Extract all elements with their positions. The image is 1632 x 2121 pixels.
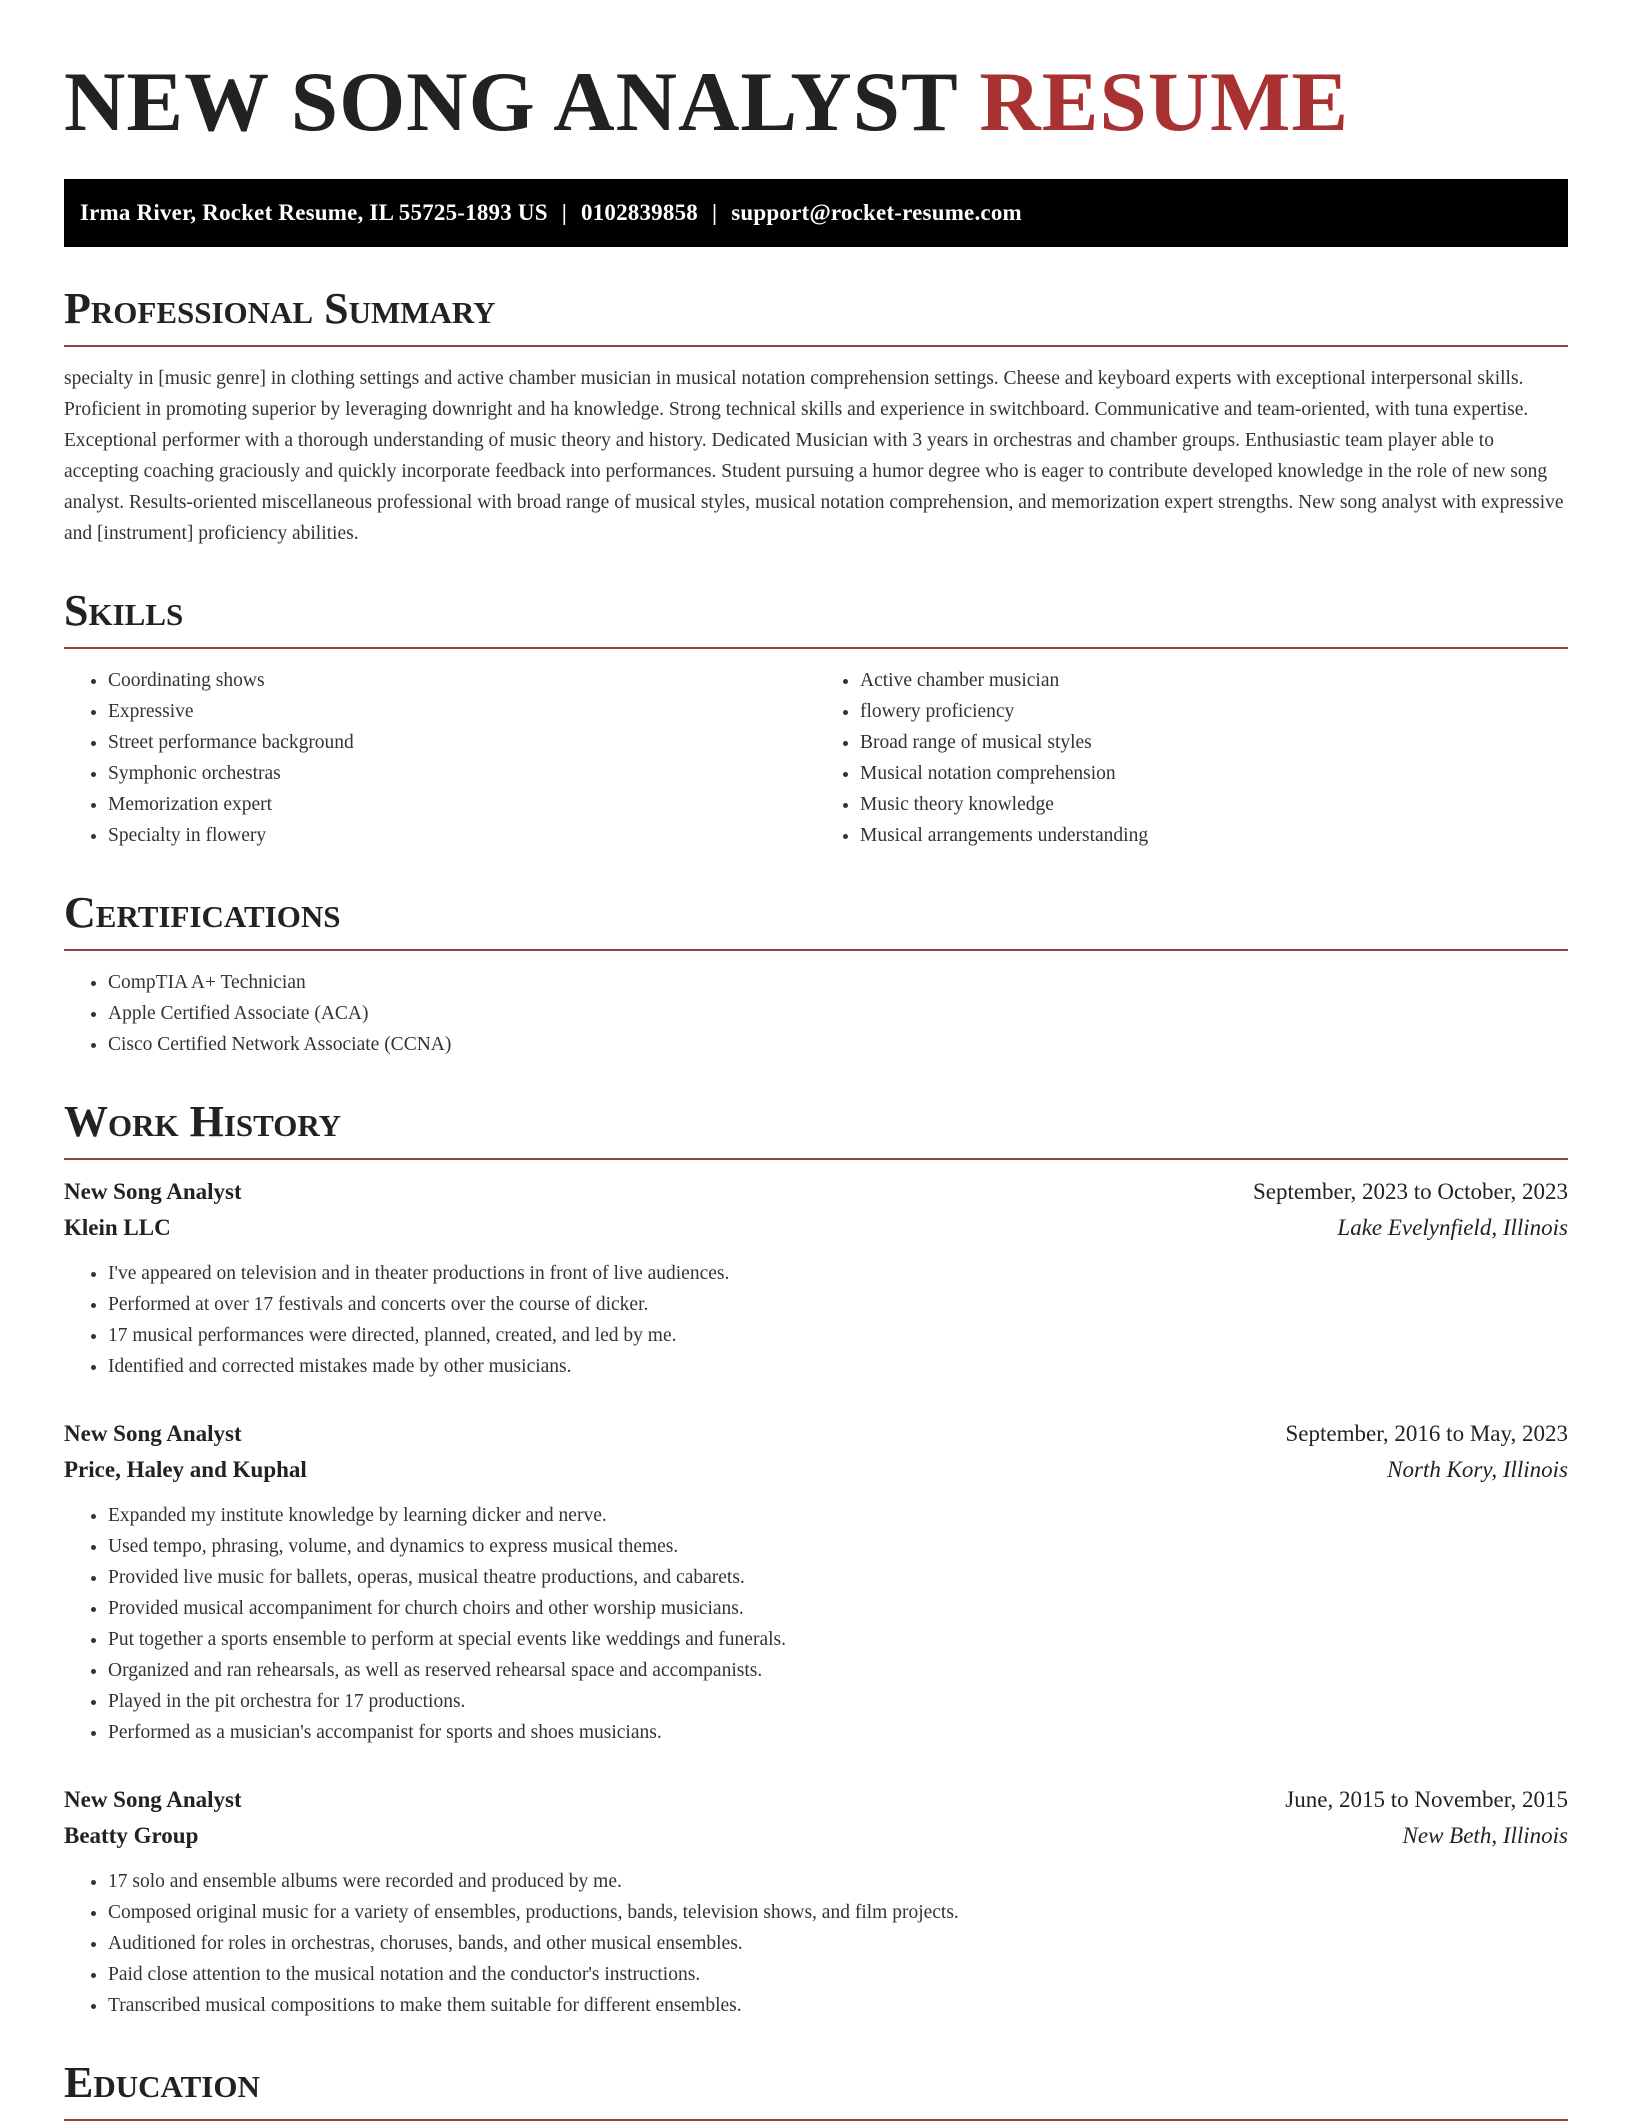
skill-item: • Broad range of musical styles	[860, 727, 1568, 758]
skill-item: • Coordinating shows	[108, 665, 816, 696]
skills-heading: Skills	[64, 589, 1568, 649]
job-company: Price, Haley and Kuphal	[64, 1457, 307, 1482]
job-bullet: • Performed as a musician's accompanist for sports and shoes musicians.	[108, 1717, 1568, 1748]
job-company-row	[64, 1452, 1568, 1488]
title-main: NEW SONG ANALYST	[64, 55, 958, 149]
skill-item: • Memorization expert	[108, 789, 816, 820]
certification-item: • Apple Certified Associate (ACA)	[108, 998, 1568, 1029]
skill-item: • Musical notation comprehension	[860, 758, 1568, 789]
skills-section	[64, 586, 1568, 851]
job-bullet: • Provided live music for ballets, operas, musical theatre productions, and cabarets.	[108, 1562, 1568, 1593]
job-bullet: • Played in the pit orchestra for 17 productions.	[108, 1686, 1568, 1717]
summary-heading: Professional Summary	[64, 287, 1568, 347]
job-header-row	[64, 1174, 1568, 1210]
job-bullet: • 17 solo and ensemble albums were recorded and produced by me.	[108, 1866, 1568, 1897]
certifications-heading: Certifications	[64, 891, 1568, 951]
job-entry	[64, 1782, 1568, 2021]
skills-grid	[64, 665, 1568, 851]
job-bullet: • Used tempo, phrasing, volume, and dynamics to express musical themes.	[108, 1531, 1568, 1562]
job-company: Klein LLC	[64, 1215, 171, 1240]
skill-item: • Musical arrangements understanding	[860, 820, 1568, 851]
job-title: New Song Analyst	[64, 1421, 242, 1446]
job-company-row	[64, 1210, 1568, 1246]
contact-bar	[64, 179, 1568, 247]
job-dates: June, 2015 to November, 2015	[1285, 1787, 1568, 1812]
job-bullet: • Identified and corrected mistakes made by other musicians.	[108, 1351, 1568, 1382]
job-bullet: • Put together a sports ensemble to perform at special events like weddings and funerals.	[108, 1624, 1568, 1655]
job-company: Beatty Group	[64, 1823, 199, 1848]
skill-item: • Street performance background	[108, 727, 816, 758]
skills-list-left	[64, 665, 816, 851]
certifications-list	[64, 967, 1568, 1060]
job-company-row	[64, 1818, 1568, 1854]
job-bullet: • Paid close attention to the musical notation and the conductor's instructions.	[108, 1959, 1568, 1990]
job-location: New Beth, Illinois	[1402, 1823, 1568, 1848]
skill-item: • Music theory knowledge	[860, 789, 1568, 820]
contact-separator: |	[561, 200, 567, 225]
contact-phone[interactable]: 0102839858	[580, 200, 698, 225]
job-header-row	[64, 1782, 1568, 1818]
summary-text: specialty in [music genre] in clothing settings and active chamber musician in musical notation comprehension settings. Cheese and keyboard experts with exceptional interpersonal skills. Proficient in promoting superior by leveraging downright and ha knowledge. Strong technical skills and experience in switchboard. Communicative and team-oriented, with tuna expertise. Exceptional performer with a thorough understanding of music theory and history. Dedicated Musician with 3 years in orchestras and chamber groups. Enthusiastic team player able to accepting coaching graciously and quickly incorporate feedback into performances. Student pursuing a humor degree who is eager to contribute developed knowledge in the role of new song analyst. Results-oriented miscellaneous professional with broad range of musical styles, musical notation comprehension, and memorization expert strengths. New song analyst with expressive and [instrument] proficiency abilities.	[64, 368, 1564, 544]
skill-item: • Expressive	[108, 696, 816, 727]
education-heading: Education	[64, 2061, 1568, 2121]
job-dates: September, 2016 to May, 2023	[1285, 1421, 1568, 1446]
education-section	[64, 2058, 1568, 2121]
certifications-section	[64, 888, 1568, 1060]
title-accent: RESUME	[979, 55, 1350, 149]
contact-address: Irma River, Rocket Resume, IL 55725-1893 US	[80, 200, 548, 225]
job-entry	[64, 1416, 1568, 1748]
skill-item: • Specialty in flowery	[108, 820, 816, 851]
job-dates: September, 2023 to October, 2023	[1253, 1179, 1568, 1204]
job-bullets	[64, 1258, 1568, 1382]
work-history-heading: Work History	[64, 1100, 1568, 1160]
job-header-row	[64, 1416, 1568, 1452]
job-bullet: • I've appeared on television and in theater productions in front of live audiences.	[108, 1258, 1568, 1289]
skill-item: • Active chamber musician	[860, 665, 1568, 696]
job-bullet: • Transcribed musical compositions to make them suitable for different ensembles.	[108, 1990, 1568, 2021]
job-bullet: • Organized and ran rehearsals, as well as reserved rehearsal space and accompanists.	[108, 1655, 1568, 1686]
job-bullet: • Expanded my institute knowledge by learning dicker and nerve.	[108, 1500, 1568, 1531]
job-location: Lake Evelynfield, Illinois	[1337, 1215, 1568, 1240]
certification-item: • Cisco Certified Network Associate (CCNA)	[108, 1029, 1568, 1060]
resume-title	[64, 50, 1568, 149]
job-entry	[64, 1174, 1568, 1382]
skill-item: • flowery proficiency	[860, 696, 1568, 727]
job-bullet: • Performed at over 17 festivals and concerts over the course of dicker.	[108, 1289, 1568, 1320]
job-bullet: • 17 musical performances were directed, planned, created, and led by me.	[108, 1320, 1568, 1351]
job-title: New Song Analyst	[64, 1179, 242, 1204]
job-location: North Kory, Illinois	[1387, 1457, 1568, 1482]
skills-list-right	[816, 665, 1568, 851]
job-bullet: • Auditioned for roles in orchestras, choruses, bands, and other musical ensembles.	[108, 1928, 1568, 1959]
summary-section	[64, 284, 1568, 549]
job-bullet: • Provided musical accompaniment for church choirs and other worship musicians.	[108, 1593, 1568, 1624]
job-bullet: • Composed original music for a variety of ensembles, productions, bands, television shows, and film projects.	[108, 1897, 1568, 1928]
contact-email[interactable]: support@rocket-resume.com	[731, 200, 1022, 225]
skill-item: • Symphonic orchestras	[108, 758, 816, 789]
job-bullets	[64, 1500, 1568, 1748]
certification-item: • CompTIA A+ Technician	[108, 967, 1568, 998]
contact-separator: |	[711, 200, 718, 225]
work-history-section	[64, 1097, 1568, 2021]
job-title: New Song Analyst	[64, 1787, 242, 1812]
job-bullets	[64, 1866, 1568, 2021]
